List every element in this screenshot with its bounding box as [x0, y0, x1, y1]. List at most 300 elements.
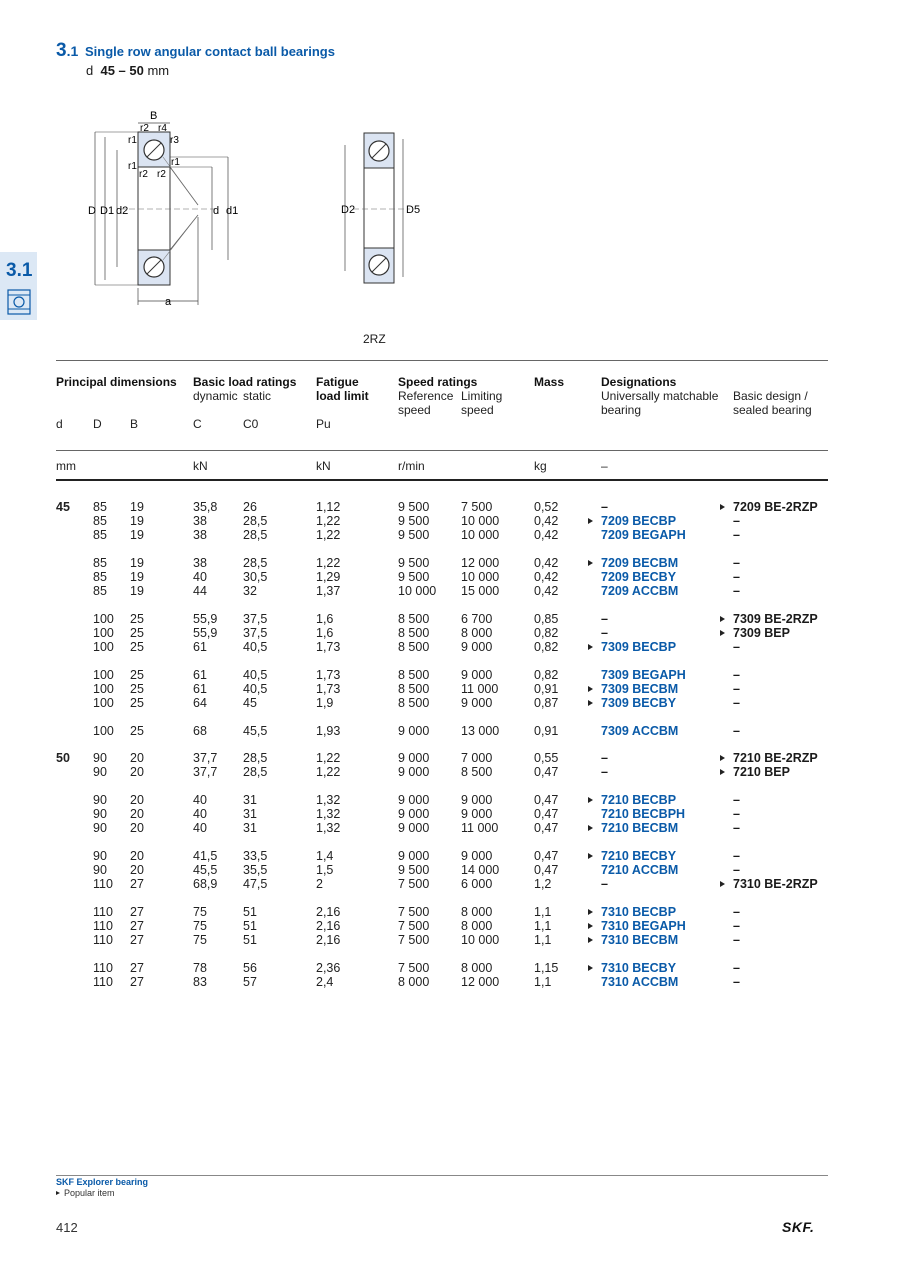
header-dynamic: dynamic [193, 389, 238, 403]
row-ref-speed: 8 000 [398, 975, 430, 989]
unit-mm: mm [56, 459, 76, 473]
row-mass: 0,55 [534, 751, 559, 765]
row-C0: 56 [243, 961, 257, 975]
row-B: 19 [130, 570, 144, 584]
row-mass: 1,15 [534, 961, 559, 975]
row-D: 110 [93, 877, 113, 891]
row-D: 85 [93, 528, 107, 542]
row-C: 55,9 [193, 626, 218, 640]
row-ref-speed: 8 500 [398, 682, 430, 696]
header-designations: Designations [601, 375, 677, 389]
universal-designation-text: 7309 BECBP [601, 640, 677, 654]
row-basic-designation [733, 528, 740, 542]
row-mass: 0,42 [534, 528, 559, 542]
sealed-bearing-drawing [335, 125, 430, 290]
row-basic-designation [733, 640, 740, 654]
row-C0: 51 [243, 919, 257, 933]
universal-designation-text: 7209 ACCBM [601, 584, 679, 598]
basic-designation-text: – [733, 849, 740, 863]
header-reference: Reference [398, 389, 454, 403]
universal-designation-text: 7310 ACCBM [601, 975, 679, 989]
row-Pu: 1,73 [316, 682, 341, 696]
header-mass: Mass [534, 375, 565, 389]
row-C: 38 [193, 528, 207, 542]
popular-marker-icon [720, 755, 725, 761]
row-B: 25 [130, 640, 144, 654]
universal-designation-text: 7309 ACCBM [601, 724, 679, 738]
row-C: 45,5 [193, 863, 218, 877]
basic-designation-text: 7209 BE-2RZP [733, 500, 818, 514]
row-universal-designation [601, 751, 608, 765]
row-lim-speed: 9 000 [461, 640, 493, 654]
basic-designation-text: – [733, 933, 740, 947]
universal-designation-text: 7310 BECBP [601, 905, 677, 919]
header-fatigue: Fatigue [316, 375, 359, 389]
universal-designation-text: 7309 BEGAPH [601, 668, 686, 682]
label-r1-top: r1 [128, 135, 137, 146]
row-basic-designation [733, 821, 740, 835]
basic-designation-text: 7309 BEP [733, 626, 790, 640]
row-mass: 0,52 [534, 500, 559, 514]
popular-marker-icon [588, 797, 593, 803]
popular-marker-icon [588, 965, 593, 971]
universal-designation-text: 7209 BECBY [601, 570, 677, 584]
row-universal-designation [588, 919, 686, 933]
row-Pu: 2,4 [316, 975, 334, 989]
row-lim-speed: 7 500 [461, 500, 493, 514]
row-ref-speed: 7 500 [398, 877, 430, 891]
row-universal-designation [588, 696, 676, 710]
row-universal-designation [588, 556, 678, 570]
popular-marker-icon [588, 686, 593, 692]
row-B: 25 [130, 668, 144, 682]
row-lim-speed: 10 000 [461, 570, 500, 584]
universal-designation-text: 7209 BECBM [601, 556, 679, 570]
row-D: 90 [93, 793, 107, 807]
row-ref-speed: 8 500 [398, 612, 430, 626]
row-universal-designation [588, 793, 676, 807]
row-mass: 0,85 [534, 612, 559, 626]
basic-designation-text: – [733, 793, 740, 807]
row-C0: 47,5 [243, 877, 268, 891]
row-C: 44 [193, 584, 207, 598]
row-B: 27 [130, 877, 144, 891]
row-lim-speed: 9 000 [461, 668, 493, 682]
row-Pu: 1,22 [316, 514, 341, 528]
row-Pu: 1,32 [316, 793, 341, 807]
universal-designation-text: 7309 BECBY [601, 696, 677, 710]
row-universal-designation [601, 626, 608, 640]
row-Pu: 2,16 [316, 933, 341, 947]
row-basic-designation [733, 668, 740, 682]
row-C0: 31 [243, 793, 257, 807]
row-C0: 37,5 [243, 612, 268, 626]
row-lim-speed: 11 000 [461, 682, 499, 696]
row-mass: 1,1 [534, 905, 552, 919]
row-D: 90 [93, 849, 107, 863]
row-mass: 0,42 [534, 584, 559, 598]
row-C0: 31 [243, 807, 257, 821]
row-D: 110 [93, 975, 113, 989]
row-universal-designation [601, 765, 608, 779]
row-C0: 28,5 [243, 765, 268, 779]
unit-kN-load: kN [193, 459, 208, 473]
row-lim-speed: 15 000 [461, 584, 500, 598]
row-Pu: 2,16 [316, 919, 341, 933]
label-r1-right: r1 [171, 157, 180, 168]
row-mass: 0,47 [534, 765, 559, 779]
footer-rule [56, 1175, 828, 1176]
row-universal-designation [601, 975, 678, 989]
row-C: 83 [193, 975, 207, 989]
row-universal-designation [588, 682, 678, 696]
symbol-D: D [93, 417, 102, 431]
row-C: 35,8 [193, 500, 218, 514]
universal-designation-text: 7310 BECBM [601, 933, 679, 947]
popular-marker-icon [588, 923, 593, 929]
row-C: 40 [193, 793, 207, 807]
row-D: 85 [93, 500, 107, 514]
universal-designation-text: 7309 BECBM [601, 682, 679, 696]
row-Pu: 2 [316, 877, 323, 891]
header-load-limit: load limit [316, 389, 369, 403]
row-universal-designation [588, 961, 676, 975]
row-universal-designation [588, 849, 676, 863]
row-D: 90 [93, 807, 107, 821]
label-d: d [213, 205, 220, 217]
row-ref-speed: 7 500 [398, 905, 430, 919]
row-mass: 1,2 [534, 877, 552, 891]
popular-marker-icon [588, 937, 593, 943]
row-D: 100 [93, 640, 114, 654]
row-B: 25 [130, 626, 144, 640]
row-D: 100 [93, 682, 114, 696]
row-Pu: 1,29 [316, 570, 341, 584]
symbol-C: C [193, 417, 202, 431]
popular-marker-icon [720, 630, 725, 636]
row-lim-speed: 13 000 [461, 724, 500, 738]
popular-marker-icon [588, 560, 593, 566]
row-C0: 51 [243, 905, 257, 919]
row-C0: 40,5 [243, 640, 268, 654]
row-ref-speed: 9 500 [398, 528, 430, 542]
row-Pu: 1,4 [316, 849, 334, 863]
row-mass: 0,47 [534, 863, 559, 877]
row-Pu: 1,9 [316, 696, 334, 710]
label-d1: d1 [226, 205, 239, 217]
row-mass: 0,42 [534, 556, 559, 570]
label-D1: D1 [100, 205, 115, 217]
row-B: 25 [130, 612, 144, 626]
universal-designation-text: – [601, 612, 608, 626]
row-C: 41,5 [193, 849, 218, 863]
header-universally-matchable: Universally matchable [601, 389, 719, 403]
row-mass: 1,1 [534, 933, 552, 947]
row-ref-speed: 9 500 [398, 570, 430, 584]
symbol-B: B [130, 417, 139, 431]
basic-designation-text: – [733, 556, 740, 570]
label-D5: D5 [406, 204, 421, 216]
row-C0: 31 [243, 821, 257, 835]
universal-designation-text: – [601, 500, 608, 514]
row-lim-speed: 9 000 [461, 696, 493, 710]
row-B: 19 [130, 556, 144, 570]
row-Pu: 1,22 [316, 528, 341, 542]
row-basic-designation [733, 682, 740, 696]
universal-designation-text: – [601, 877, 608, 891]
basic-designation-text: 7210 BEP [733, 765, 790, 779]
footnote-explorer: SKF Explorer bearing [56, 1177, 149, 1187]
popular-marker-icon [720, 769, 725, 775]
row-basic-designation [720, 500, 818, 514]
row-B: 27 [130, 919, 144, 933]
row-basic-designation [720, 751, 818, 765]
label-r2-mid-b: r2 [157, 169, 166, 180]
popular-marker-icon [588, 909, 593, 915]
row-basic-designation [720, 626, 790, 640]
row-B: 27 [130, 975, 144, 989]
row-B: 25 [130, 724, 144, 738]
basic-designation-text: – [733, 975, 740, 989]
row-universal-designation [588, 905, 676, 919]
row-C0: 32 [243, 584, 257, 598]
row-ref-speed: 9 500 [398, 556, 430, 570]
row-C0: 37,5 [243, 626, 268, 640]
popular-marker-icon [720, 504, 725, 510]
universal-designation-text: 7210 BECBM [601, 821, 679, 835]
row-basic-designation [733, 724, 740, 738]
universal-designation-text: – [601, 751, 608, 765]
row-basic-designation [733, 570, 740, 584]
row-lim-speed: 9 000 [461, 807, 493, 821]
row-B: 27 [130, 933, 144, 947]
label-d2: d2 [116, 205, 129, 217]
row-mass: 0,47 [534, 849, 559, 863]
header-basic-design: Basic design / [733, 389, 808, 403]
row-lim-speed: 11 000 [461, 821, 499, 835]
row-basic-designation [733, 905, 740, 919]
row-universal-designation [588, 514, 676, 528]
row-ref-speed: 9 500 [398, 514, 430, 528]
row-D: 90 [93, 821, 107, 835]
row-B: 20 [130, 751, 144, 765]
row-universal-designation [601, 612, 608, 626]
unit-kN-fatigue: kN [316, 459, 331, 473]
row-C0: 30,5 [243, 570, 268, 584]
row-B: 19 [130, 500, 144, 514]
row-lim-speed: 9 000 [461, 793, 493, 807]
row-lim-speed: 10 000 [461, 933, 500, 947]
row-C: 68,9 [193, 877, 218, 891]
row-basic-designation [733, 793, 740, 807]
row-lim-speed: 14 000 [461, 863, 500, 877]
row-C: 75 [193, 919, 207, 933]
row-basic-designation [720, 877, 818, 891]
row-mass: 0,47 [534, 821, 559, 835]
row-Pu: 1,32 [316, 807, 341, 821]
header-speed-ratings: Speed ratings [398, 375, 478, 389]
basic-designation-text: – [733, 807, 740, 821]
page-title: Single row angular contact ball bearings [85, 44, 335, 59]
row-ref-speed: 9 000 [398, 724, 430, 738]
label-B: B [150, 110, 158, 122]
row-lim-speed: 10 000 [461, 528, 500, 542]
row-lim-speed: 9 000 [461, 849, 493, 863]
symbol-d: d [56, 417, 63, 431]
row-D: 110 [93, 933, 113, 947]
row-basic-designation [733, 919, 740, 933]
basic-designation-text: – [733, 514, 740, 528]
row-lim-speed: 12 000 [461, 556, 500, 570]
row-C: 38 [193, 556, 207, 570]
row-Pu: 1,73 [316, 640, 341, 654]
row-ref-speed: 9 000 [398, 807, 430, 821]
row-D: 85 [93, 570, 107, 584]
row-universal-designation [601, 863, 678, 877]
row-universal-designation [601, 570, 676, 584]
row-lim-speed: 8 000 [461, 961, 493, 975]
row-basic-designation [733, 556, 740, 570]
row-C0: 26 [243, 500, 257, 514]
row-universal-designation [601, 724, 678, 738]
row-C: 38 [193, 514, 207, 528]
row-universal-designation [601, 877, 608, 891]
row-B: 19 [130, 528, 144, 542]
row-mass: 0,91 [534, 682, 559, 696]
unit-rmin: r/min [398, 459, 425, 473]
row-ref-speed: 9 500 [398, 500, 430, 514]
row-ref-speed: 9 000 [398, 849, 430, 863]
row-Pu: 1,6 [316, 626, 334, 640]
row-C: 37,7 [193, 751, 218, 765]
row-D: 100 [93, 626, 114, 640]
popular-marker-icon [588, 853, 593, 859]
row-D: 90 [93, 751, 107, 765]
basic-designation-text: 7309 BE-2RZP [733, 612, 818, 626]
side-tab-label: 3.1 [6, 260, 33, 281]
row-B: 27 [130, 905, 144, 919]
row-basic-designation [720, 612, 818, 626]
row-ref-speed: 9 500 [398, 863, 430, 877]
row-ref-speed: 9 000 [398, 821, 430, 835]
universal-designation-text: 7210 BECBY [601, 849, 677, 863]
label-D2: D2 [341, 204, 356, 216]
basic-designation-text: 7310 BE-2RZP [733, 877, 818, 891]
basic-designation-text: – [733, 905, 740, 919]
row-D: 85 [93, 514, 107, 528]
row-ref-speed: 10 000 [398, 584, 437, 598]
row-mass: 0,91 [534, 724, 559, 738]
bearing-icon [7, 289, 31, 315]
row-basic-designation [733, 849, 740, 863]
row-C: 40 [193, 570, 207, 584]
basic-designation-text: – [733, 863, 740, 877]
basic-designation-text: – [733, 682, 740, 696]
row-C: 68 [193, 724, 207, 738]
row-Pu: 1,22 [316, 765, 341, 779]
row-universal-designation [601, 807, 685, 821]
row-basic-designation [733, 961, 740, 975]
basic-designation-text: – [733, 961, 740, 975]
unit-kg: kg [534, 459, 547, 473]
row-basic-designation [720, 765, 790, 779]
row-lim-speed: 8 000 [461, 905, 493, 919]
symbol-C0: C0 [243, 417, 259, 431]
row-ref-speed: 9 000 [398, 793, 430, 807]
popular-marker-icon [56, 1191, 60, 1195]
row-C0: 33,5 [243, 849, 268, 863]
row-basic-designation [733, 975, 740, 989]
unit-dash: – [601, 459, 608, 473]
row-lim-speed: 6 000 [461, 877, 493, 891]
row-C0: 45 [243, 696, 257, 710]
page-subtitle: d 45 – 50 mm [86, 63, 170, 78]
basic-designation-text: 7210 BE-2RZP [733, 751, 818, 765]
basic-designation-text: – [733, 640, 740, 654]
row-mass: 0,47 [534, 807, 559, 821]
row-basic-designation [733, 514, 740, 528]
row-universal-designation [601, 668, 686, 682]
row-ref-speed: 8 500 [398, 626, 430, 640]
row-ref-speed: 9 000 [398, 751, 430, 765]
row-ref-speed: 8 500 [398, 696, 430, 710]
row-ref-speed: 9 000 [398, 765, 430, 779]
universal-designation-text: 7209 BEGAPH [601, 528, 686, 542]
row-Pu: 1,73 [316, 668, 341, 682]
skf-logo: SKF. [782, 1219, 815, 1235]
row-C0: 51 [243, 933, 257, 947]
row-basic-designation [733, 696, 740, 710]
universal-designation-text: 7209 BECBP [601, 514, 677, 528]
row-B: 20 [130, 849, 144, 863]
row-universal-designation [601, 528, 686, 542]
row-B: 20 [130, 807, 144, 821]
label-r4: r4 [158, 123, 167, 134]
row-Pu: 1,37 [316, 584, 341, 598]
row-universal-designation [601, 500, 608, 514]
row-universal-designation [588, 933, 678, 947]
row-Pu: 1,5 [316, 863, 334, 877]
row-mass: 0,42 [534, 514, 559, 528]
universal-designation-text: – [601, 626, 608, 640]
row-C: 40 [193, 807, 207, 821]
header-bearing: bearing [601, 403, 642, 417]
row-mass: 0,82 [534, 626, 559, 640]
row-D: 100 [93, 696, 114, 710]
row-D: 110 [93, 905, 113, 919]
row-lim-speed: 8 000 [461, 919, 493, 933]
row-B: 20 [130, 821, 144, 835]
row-B: 25 [130, 696, 144, 710]
row-B: 20 [130, 863, 144, 877]
row-B: 19 [130, 514, 144, 528]
row-mass: 0,42 [534, 570, 559, 584]
row-B: 19 [130, 584, 144, 598]
table-top-rule [56, 360, 828, 361]
row-lim-speed: 8 500 [461, 765, 493, 779]
row-D: 85 [93, 556, 107, 570]
row-Pu: 1,32 [316, 821, 341, 835]
universal-designation-text: 7210 BECBPH [601, 807, 686, 821]
row-mass: 1,1 [534, 919, 552, 933]
basic-designation-text: – [733, 528, 740, 542]
diagram-caption: 2RZ [363, 332, 386, 346]
row-D: 100 [93, 668, 114, 682]
row-C0: 28,5 [243, 528, 268, 542]
header-reference-speed: speed [398, 403, 431, 417]
header-mid-rule [56, 450, 828, 451]
row-Pu: 1,22 [316, 751, 341, 765]
